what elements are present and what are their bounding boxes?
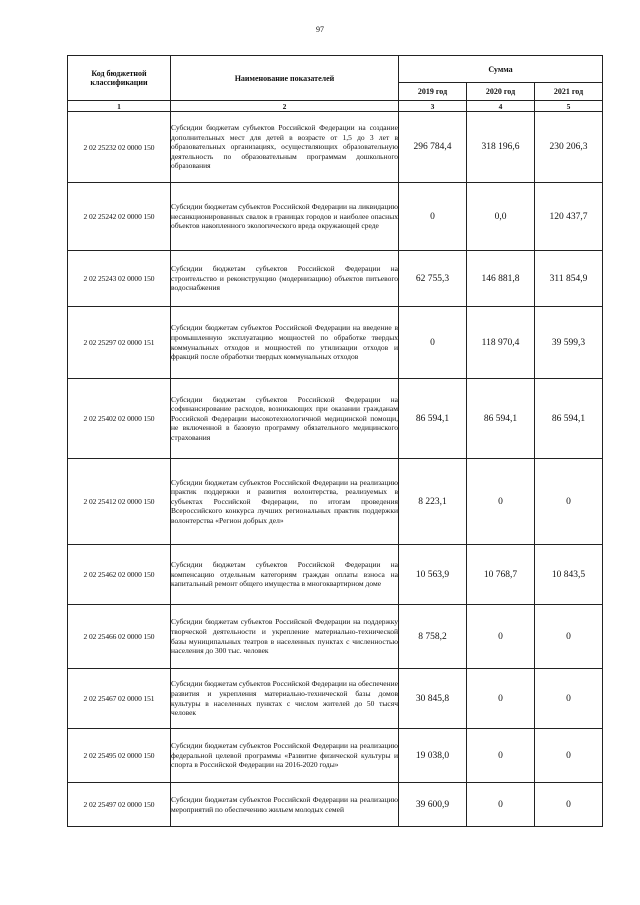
row-value-2021: 0: [535, 729, 603, 783]
column-number: 5: [535, 101, 603, 112]
row-name: Субсидии бюджетам субъектов Российской Федерации на реализацию мероприятий по обеспечению жильем молодых семей: [171, 783, 399, 827]
row-value-2021: 0: [535, 459, 603, 545]
row-code: 2 02 25467 02 0000 151: [68, 669, 171, 729]
row-name: Субсидии бюджетам субъектов Российской Федерации на введение в промышленную эксплуатацию мощностей по обработке твердых коммунальных отходов и мощностей по утилизации отходов и фракций после обработки твердых коммунальных отходов: [171, 307, 399, 379]
table-row: [68, 605, 603, 669]
row-value-2021: 0: [535, 669, 603, 729]
row-name: Субсидии бюджетам субъектов Российской Федерации на реализацию федеральной целевой программы «Развитие физической культуры и спорта в Российской Федерации на 2016-2020 годы»: [171, 729, 399, 783]
row-value-2020: 0: [467, 459, 535, 545]
header-year-2021: 2021 год: [535, 83, 603, 101]
row-value-2020: 0: [467, 669, 535, 729]
header-name: Наименование показателей: [171, 56, 399, 101]
table-row: [68, 379, 603, 459]
row-code: 2 02 25232 02 0000 150: [68, 112, 171, 183]
row-code: 2 02 25462 02 0000 150: [68, 545, 171, 605]
row-code: 2 02 25297 02 0000 151: [68, 307, 171, 379]
header-year-2020: 2020 год: [467, 83, 535, 101]
budget-table: [67, 55, 603, 827]
table-row: [68, 112, 603, 183]
table-row: [68, 183, 603, 251]
header-code: Код бюджетной классификации: [68, 56, 171, 101]
row-value-2021: 0: [535, 783, 603, 827]
table-row: [68, 251, 603, 307]
column-number: 4: [467, 101, 535, 112]
table-row: [68, 545, 603, 605]
row-code: 2 02 25243 02 0000 150: [68, 251, 171, 307]
row-code: 2 02 25402 02 0000 150: [68, 379, 171, 459]
page-number: 97: [316, 25, 324, 34]
row-value-2019: 8 758,2: [399, 605, 467, 669]
row-code: 2 02 25242 02 0000 150: [68, 183, 171, 251]
row-value-2020: 0: [467, 783, 535, 827]
row-value-2020: 86 594,1: [467, 379, 535, 459]
column-number: 2: [171, 101, 399, 112]
row-value-2021: 86 594,1: [535, 379, 603, 459]
row-name: Субсидии бюджетам субъектов Российской Федерации на компенсацию отдельным категориям граждан оплаты взноса на капитальный ремонт общего имущества в многоквартирном доме: [171, 545, 399, 605]
row-code: 2 02 25466 02 0000 150: [68, 605, 171, 669]
table-row: [68, 783, 603, 827]
row-value-2019: 86 594,1: [399, 379, 467, 459]
row-value-2020: 118 970,4: [467, 307, 535, 379]
table-row: [68, 729, 603, 783]
row-name: Субсидии бюджетам субъектов Российской Федерации на строительство и реконструкцию (модернизацию) объектов питьевого водоснабжения: [171, 251, 399, 307]
row-value-2021: 0: [535, 605, 603, 669]
row-value-2020: 0,0: [467, 183, 535, 251]
row-value-2019: 19 038,0: [399, 729, 467, 783]
row-value-2019: 62 755,3: [399, 251, 467, 307]
row-value-2019: 10 563,9: [399, 545, 467, 605]
row-name: Субсидии бюджетам субъектов Российской Федерации на софинансирование расходов, возникающих при оказании гражданам Российской Федерации высокотехнологичной медицинской помощи, не включенной в базовую программу обязательного медицинского страхования: [171, 379, 399, 459]
row-code: 2 02 25412 02 0000 150: [68, 459, 171, 545]
row-value-2021: 39 599,3: [535, 307, 603, 379]
row-value-2019: 30 845,8: [399, 669, 467, 729]
row-value-2021: 120 437,7: [535, 183, 603, 251]
row-value-2019: 296 784,4: [399, 112, 467, 183]
row-value-2021: 230 206,3: [535, 112, 603, 183]
header-year-2019: 2019 год: [399, 83, 467, 101]
row-name: Субсидии бюджетам субъектов Российской Федерации на ликвидацию несанкционированных свалок в границах городов и наиболее опасных объектов накопленного экологического вреда окружающей среде: [171, 183, 399, 251]
row-value-2021: 311 854,9: [535, 251, 603, 307]
row-value-2020: 0: [467, 605, 535, 669]
row-code: 2 02 25495 02 0000 150: [68, 729, 171, 783]
row-code: 2 02 25497 02 0000 150: [68, 783, 171, 827]
row-name: Субсидии бюджетам субъектов Российской Федерации на реализацию практик поддержки и развития волонтерства, реализуемых в субъектах Российской Федерации, по итогам проведения Всероссийского конкурса лучших региональных практик поддержки волонтерства «Регион добрых дел»: [171, 459, 399, 545]
row-value-2019: 39 600,9: [399, 783, 467, 827]
table-row: [68, 669, 603, 729]
table-row: [68, 307, 603, 379]
row-value-2019: 0: [399, 183, 467, 251]
row-value-2020: 0: [467, 729, 535, 783]
header-sum: Сумма: [399, 56, 603, 83]
column-number: 1: [68, 101, 171, 112]
row-value-2019: 0: [399, 307, 467, 379]
table-row: [68, 459, 603, 545]
row-name: Субсидии бюджетам субъектов Российской Федерации на обеспечение развития и укрепления материально-технической базы домов культуры в населенных пунктах с числом жителей до 50 тысяч человек: [171, 669, 399, 729]
row-value-2019: 8 223,1: [399, 459, 467, 545]
row-value-2020: 10 768,7: [467, 545, 535, 605]
row-name: Субсидии бюджетам субъектов Российской Федерации на поддержку творческой деятельности и укрепление материально-технической базы муниципальных театров в населенных пунктах с численностью населения до 300 тыс. человек: [171, 605, 399, 669]
row-value-2021: 10 843,5: [535, 545, 603, 605]
row-name: Субсидии бюджетам субъектов Российской Федерации на создание дополнительных мест для детей в возрасте от 1,5 до 3 лет в образовательных организациях, осуществляющих образовательную деятельность по образовательным программам дошкольного образования: [171, 112, 399, 183]
row-value-2020: 146 881,8: [467, 251, 535, 307]
row-value-2020: 318 196,6: [467, 112, 535, 183]
column-number: 3: [399, 101, 467, 112]
